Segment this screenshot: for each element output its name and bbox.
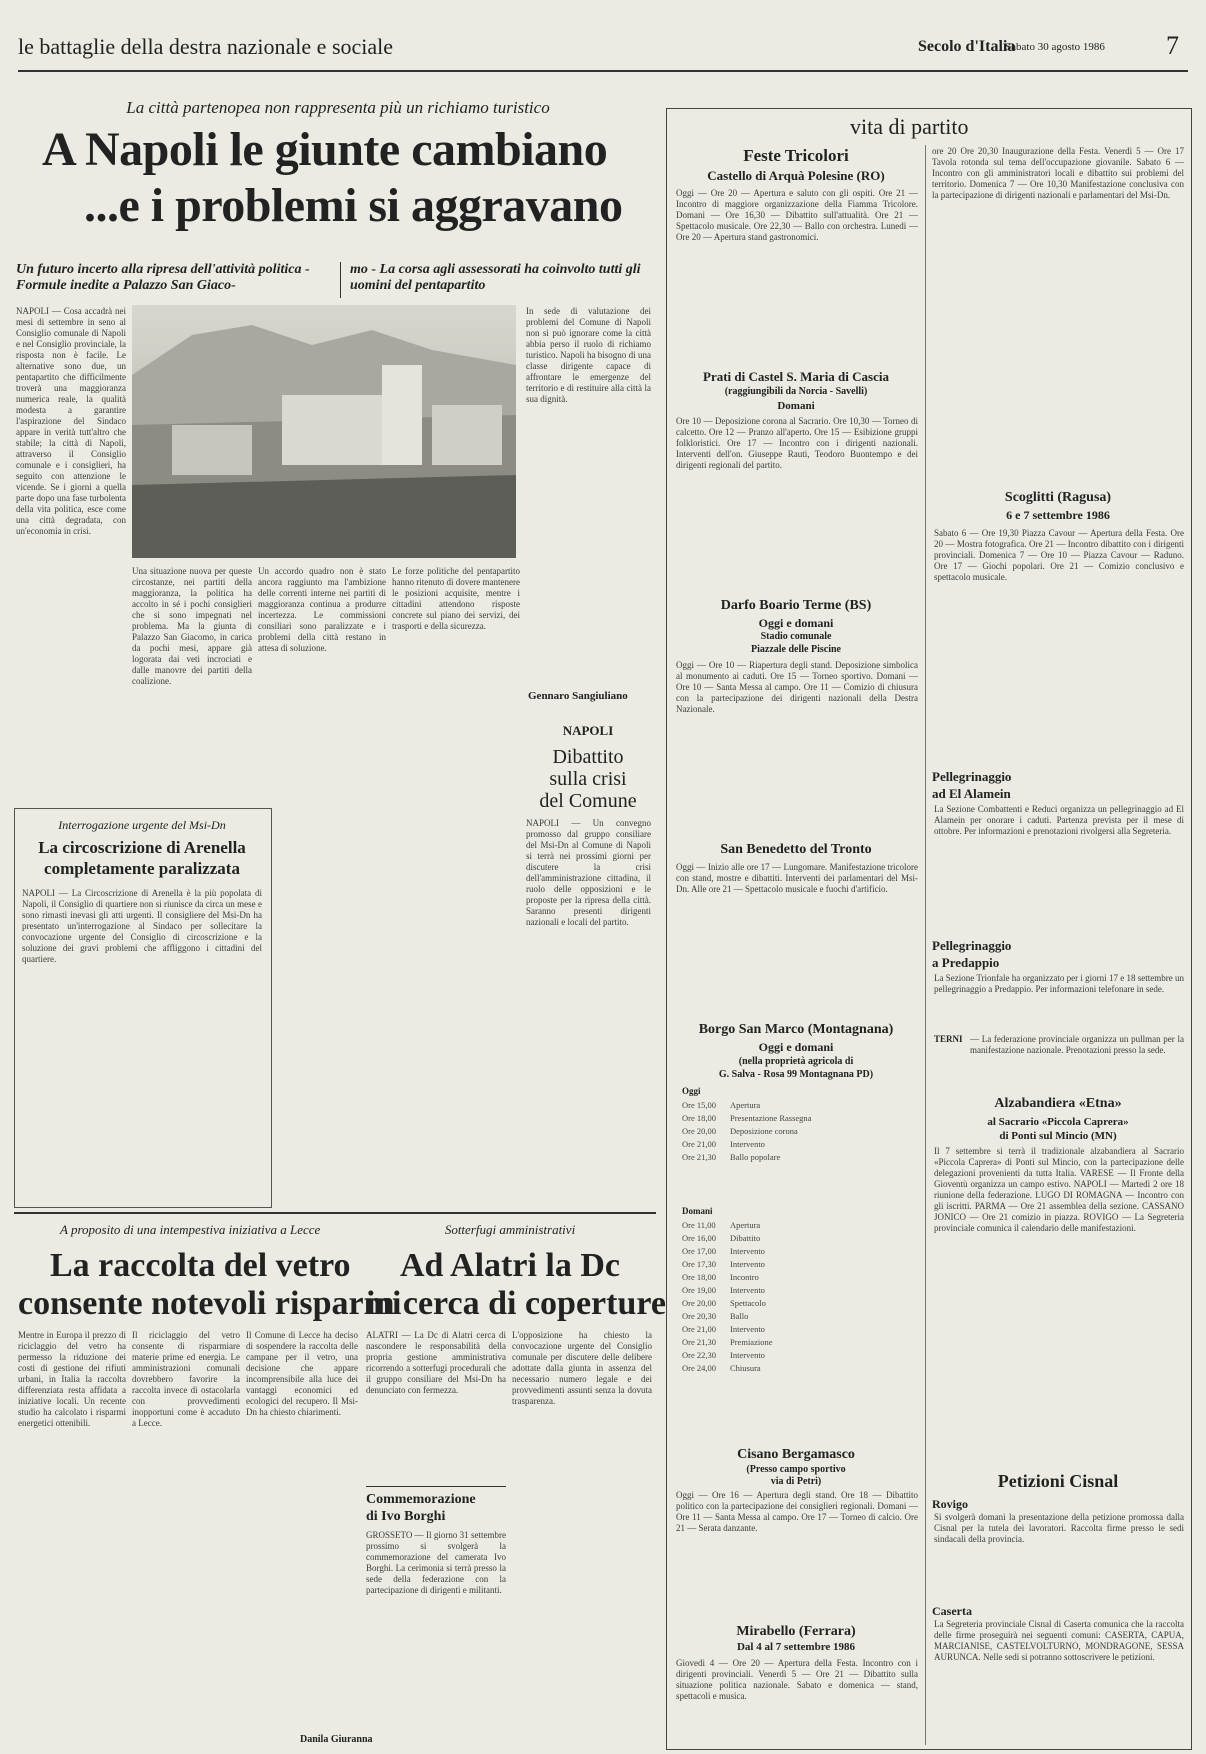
page-header-date: Sabato 30 agosto 1986 bbox=[1005, 41, 1105, 53]
schedule-time: Ore 18,00 bbox=[682, 1272, 716, 1282]
petizioni-title: Petizioni Cisnal bbox=[997, 1471, 1119, 1491]
vita-right-top: ore 20 Ore 20,30 Inaugurazione della Festa. Venerdì 5 — Ore 17 Tavola rotonda sul tema dell'occupazione giovanile. Sabato 6 — Incontro con gli amministratori locali e dibattito sui problemi del territorio. Domenica 7 — Ore 10,30 Manifestazione conclusiva con la partecipazione di dirigenti nazionali e parlamentari del Msi-Dn. bbox=[932, 146, 1184, 200]
commemorazione-rule bbox=[366, 1486, 506, 1487]
dibattito-title-2: sulla crisi bbox=[549, 768, 627, 790]
terni-body: — La federazione provinciale organizza un pullman per la manifestazione nazionale. Prenotazioni presso la sede. bbox=[970, 1034, 1184, 1055]
schedule-item: Apertura bbox=[730, 1220, 761, 1230]
alatri-title-1: Ad Alatri la Dc bbox=[399, 1247, 621, 1284]
commemorazione-title-1: Commemorazione bbox=[366, 1492, 476, 1507]
commemorazione-body: GROSSETO — Il giorno 31 settembre prossimo si svolgerà la commemorazione del camerata Ivo Borghi. La cerimonia si terrà presso la sede della federazione con la partecipazione di dirigenti e militanti. bbox=[366, 1530, 506, 1595]
arenella-title-1: La circoscrizione di Arenella bbox=[38, 838, 246, 857]
darfo-body: Oggi — Ore 10 — Riapertura degli stand. Deposizione simbolica al monumento ai caduti. Ore 15 — Torneo sportivo. Domani — Ore 10 — Santa Messa al campo. Ore 11 — Comizio di chiusura con la partecipazione dei dirigenti nazionali della Destra Nazionale. bbox=[676, 660, 918, 714]
alzabandiera-title-2: al Sacrario «Piccola Caprera» bbox=[987, 1116, 1129, 1128]
commemorazione-signature: Danila Giuranna bbox=[300, 1734, 373, 1745]
scoglitti-body: Sabato 6 — Ore 19,30 Piazza Cavour — Apertura della Festa. Ore 20 — Mostra fotografica. Ore 21 — Incontro dibattito con i dirigenti provinciali. Domenica 7 — Ore 10 — Piazza Cavour — Raduno. Ore 17 — Giochi popolari. Ore 21 — Comizio conclusivo e spettacolo musicale. bbox=[934, 528, 1184, 582]
alzabandiera-body: Il 7 settembre si terrà il tradizionale alzabandiera al Sacrario «Piccola Caprera» di Ponti sul Mincio, con la partecipazione delle delegazioni provenienti da tutta Italia. VARESE — Il Fronte della Gioventù organizza un campo estivo. NAPOLI — Martedì 2 ore 18 riunione della federazione. LUGO DI ROMAGNA — Incontro con gli iscritti. PARMA — Ore 21 assemblea della sezione. CASSANO JONICO — Ore 21 comizio in piazza. ROVIGO — La Segreteria provinciale comunica il calendario delle manifestazioni. bbox=[934, 1146, 1184, 1233]
dibattito-title-3: del Comune bbox=[539, 790, 637, 812]
prati-title-1: Prati di Castel S. Maria di Cascia bbox=[703, 369, 889, 384]
schedule-item: Intervento bbox=[730, 1259, 765, 1269]
arqua-body: Oggi — Ore 20 — Apertura e saluto con gli ospiti. Ore 21 — Incontro di maggiore organizzazione della Fiamma Tricolore. Domani — Ore 16,30 — Dibattito sull'attualità. Ore 21 — Spettacolo musicale. Ore 22,30 — Ballo con orchestra. Lunedì — Ore 20 — Apertura stand gastronomici. bbox=[676, 188, 918, 242]
napoli-kicker: La città partenopea non rappresenta più un richiamo turistico bbox=[126, 98, 550, 117]
feste-title: Feste Tricolori bbox=[743, 146, 849, 165]
dibattito-title-1: Dibattito bbox=[552, 746, 624, 768]
cisano-title-3: via di Petri) bbox=[770, 1476, 822, 1487]
arenella-kicker: Interrogazione urgente del Msi-Dn bbox=[58, 818, 226, 832]
alzabandiera-title-1: Alzabandiera «Etna» bbox=[994, 1096, 1122, 1111]
schedule-time: Ore 17,00 bbox=[682, 1246, 716, 1256]
pell1-title-2: ad El Alamein bbox=[932, 786, 1011, 801]
header-rule bbox=[18, 70, 1188, 72]
napoli-body-col-3: Un accordo quadro non è stato ancora raggiunto ma l'ambizione delle correnti interne nei partiti di maggioranza continua a produrre incertezza. Le commissioni consiliari sono paralizzate e i problemi della città restano in attesa di soluzione. bbox=[258, 566, 386, 653]
dibattito-label: NAPOLI bbox=[562, 723, 614, 738]
schedule-time: Ore 22,30 bbox=[682, 1350, 716, 1360]
schedule-item: Ballo bbox=[730, 1311, 749, 1321]
arenella-body: NAPOLI — La Circoscrizione di Arenella è la più popolata di Napoli, il Consiglio di quartiere non si riunisce da circa un mese e sono rimasti inevasi gli atti urgenti. Il consigliere del Msi-Dn ha presentato un'interrogazione al Sindaco per sollecitare la convocazione urgente del Consiglio di circoscrizione e la soluzione dei gravi problemi che affliggono i cittadini del quartiere. bbox=[22, 888, 262, 964]
commemorazione-title-2: di Ivo Borghi bbox=[366, 1509, 446, 1524]
scoglitti-title-2: 6 e 7 settembre 1986 bbox=[1006, 508, 1110, 522]
schedule-time: Ore 21,00 bbox=[682, 1324, 716, 1334]
rovigo-title: Rovigo bbox=[932, 1497, 968, 1511]
lower-section-rule bbox=[14, 1212, 656, 1214]
schedule-time: Ore 19,00 bbox=[682, 1285, 716, 1295]
schedule-time: Ore 20,30 bbox=[682, 1311, 716, 1321]
schedule-time: Ore 21,30 bbox=[682, 1152, 716, 1162]
darfo-title-1: Darfo Boario Terme (BS) bbox=[720, 598, 872, 613]
schedule-item: Spettacolo bbox=[730, 1298, 766, 1308]
schedule-item: Intervento bbox=[730, 1285, 765, 1295]
napoli-photo bbox=[132, 305, 516, 558]
scoglitti-title-1: Scoglitti (Ragusa) bbox=[1004, 490, 1112, 505]
vetro-title-1: La raccolta del vetro bbox=[50, 1247, 351, 1284]
cisano-title-2: (Presso campo sportivo bbox=[746, 1464, 846, 1475]
darfo-title-3: Stadio comunale bbox=[760, 631, 832, 642]
vetro-kicker: A proposito di una intempestiva iniziativa a Lecce bbox=[60, 1222, 321, 1237]
napoli-headline-2: ...e i problemi si aggravano bbox=[84, 179, 623, 232]
alatri-title-2: in cerca di coperture bbox=[366, 1285, 666, 1322]
schedule-day-2: Domani bbox=[682, 1206, 713, 1216]
arenella-title-2: completamente paralizzata bbox=[44, 859, 240, 878]
schedule-time: Ore 20,00 bbox=[682, 1298, 716, 1308]
napoli-body-col-5: In sede di valutazione dei problemi del Comune di Napoli non si può ignorare come la città abbia perso il ruolo di richiamo turistico. Napoli ha bisogno di una classe dirigente capace di affrontare le emergenze del territorio e di restituire alla città la sua dignità. bbox=[526, 306, 651, 404]
arqua-title: Castello di Arquà Polesine (RO) bbox=[707, 168, 885, 183]
vetro-title-2: consente notevoli risparmi bbox=[18, 1285, 402, 1322]
schedule-item: Incontro bbox=[730, 1272, 759, 1282]
vetro-body-1: Mentre in Europa il prezzo di riciclaggio del vetro ha permesso la riduzione dei costi di gestione dei rifiuti urbani, in Italia la raccolta differenziata resta affidata a iniziative locali. Un recente studio ha calcolato i risparmi energetici ottenibili. bbox=[18, 1330, 126, 1428]
prati-title-3: Domani bbox=[777, 400, 815, 412]
borgo-title-1: Borgo San Marco (Montagnana) bbox=[698, 1022, 894, 1037]
darfo-title-2: Oggi e domani bbox=[758, 616, 834, 630]
prati-title-2: (raggiungibili da Norcia - Savelli) bbox=[724, 386, 868, 397]
pell2-body: La Sezione Trionfale ha organizzato per i giorni 17 e 18 settembre un pellegrinaggio a Predappio. Per informazioni telefonare in sede. bbox=[934, 973, 1184, 994]
caserta-title: Caserta bbox=[932, 1604, 972, 1618]
napoli-signature: Gennaro Sangiuliano bbox=[528, 690, 628, 702]
alatri-body-2: L'opposizione ha chiesto la convocazione urgente del Consiglio comunale per discutere delle delibere adottate dalla giunta in assenza del necessario numero legale e dei provvedimenti assunti senza la dovuta trasparenza. bbox=[512, 1330, 652, 1406]
schedule-item: Deposizione corona bbox=[730, 1126, 798, 1136]
page-header-paper: Secolo d'Italia bbox=[918, 38, 1016, 55]
schedule-item: Presentazione Rassegna bbox=[730, 1113, 812, 1123]
vetro-body-3: Il Comune di Lecce ha deciso di sospendere la raccolta delle campane per il vetro, una decisione che appare incomprensibile alla luce dei vantaggi economici ed ecologici del recupero. Il Msi-Dn ha chiesto chiarimenti. bbox=[246, 1330, 358, 1417]
napoli-body-col-4: Le forze politiche del pentapartito hanno ritenuto di dovere mantenere le posizioni acquisite, mentre i cittadini attendono risposte concrete sul piano dei servizi, dei trasporti e della sicurezza. bbox=[392, 566, 520, 631]
schedule-item: Apertura bbox=[730, 1100, 761, 1110]
napoli-subhead-right: mo - La corsa agli assessorati ha coinvolto tutti gli uomini del pentapartito bbox=[350, 262, 641, 293]
vetro-body-2: Il riciclaggio del vetro consente di risparmiare materie prime ed energia. Le amministrazioni comunali dovrebbero favorire la raccolta invece di ostacolarla con provvedimenti inopportuni come è accaduto a Lecce. bbox=[132, 1330, 240, 1428]
cisano-title-1: Cisano Bergamasco bbox=[737, 1447, 855, 1462]
schedule-item: Dibattito bbox=[730, 1233, 761, 1243]
schedule-time: Ore 21,30 bbox=[682, 1337, 716, 1347]
napoli-headline-1: A Napoli le giunte cambiano bbox=[42, 123, 608, 176]
alatri-body-1: ALATRI — La Dc di Alatri cerca di nascondere le responsabilità della propria gestione amministrativa ricorrendo a sotterfugi procedurali che il gruppo consiliare del Msi-Dn ha denunciato con fermezza. bbox=[366, 1330, 506, 1395]
schedule-time: Ore 17,30 bbox=[682, 1259, 716, 1269]
darfo-title-4: Piazzale delle Piscine bbox=[751, 644, 841, 655]
cisano-body: Oggi — Ore 16 — Apertura degli stand. Ore 18 — Dibattito politico con la partecipazione dei consiglieri regionali. Domani — Ore 11 — Santa Messa al campo. Ore 17 — Torneo di calcio. Ore 21 — Serata danzante. bbox=[676, 1490, 918, 1533]
schedule-item: Premiazione bbox=[730, 1337, 773, 1347]
schedule-item: Chiusura bbox=[730, 1363, 761, 1373]
subhead-divider bbox=[340, 262, 341, 298]
pell1-title-1: Pellegrinaggio bbox=[932, 769, 1012, 784]
schedule-item: Intervento bbox=[730, 1246, 765, 1256]
pell1-body: La Sezione Combattenti e Reduci organizza un pellegrinaggio ad El Alamein per onorare i caduti. Partenza prevista per il mese di ottobre. Per informazioni e prenotazioni rivolgersi alla Segreteria. bbox=[934, 804, 1184, 836]
pell2-title-1: Pellegrinaggio bbox=[932, 938, 1012, 953]
napoli-body-col-1: NAPOLI — Cosa accadrà nei mesi di settembre in seno al Consiglio comunale di Napoli e nel Consiglio provinciale, la risposta non è facile. Le alternative sono due, un pentapartito che difficilmente troverà una maggioranza numerica reale, la qualità modesta a garantire l'aspirazione del Sindaco appare in verità tutt'altro che stabile; la città di Napoli, attraverso il Consiglio comunale e i consiglieri, ha seguito con attenzione le vicende. Se i giorni a quella parte dopo una fase turbolenta della vita politica, esce come una città degradata, con un'economia in crisi. bbox=[16, 306, 126, 536]
pell2-title-2: a Predappio bbox=[932, 955, 1000, 970]
borgo-title-2: Oggi e domani bbox=[758, 1040, 834, 1054]
vita-header: vita di partito bbox=[850, 114, 969, 139]
alzabandiera-title-3: di Ponti sul Mincio (MN) bbox=[999, 1130, 1117, 1142]
schedule-time: Ore 21,00 bbox=[682, 1139, 716, 1149]
schedule-item: Intervento bbox=[730, 1350, 765, 1360]
alatri-kicker: Sotterfugi amministrativi bbox=[444, 1222, 576, 1237]
schedule-day-1: Oggi bbox=[682, 1086, 701, 1096]
napoli-subhead-left: Un futuro incerto alla ripresa dell'attività politica - Formule inedite a Palazzo San Giaco- bbox=[16, 262, 310, 293]
schedule-time: Ore 24,00 bbox=[682, 1363, 716, 1373]
page-number: 7 bbox=[1166, 31, 1179, 60]
caserta-body: La Segreteria provinciale Cisnal di Caserta comunica che la raccolta delle firme proseguirà nei seguenti comuni: CASERTA, CAPUA, MARCIANISE, CASTELVOLTURNO, MONDRAGONE, SESSA AURUNCA. Nelle sedi si potranno sottoscrivere le petizioni. bbox=[934, 1619, 1184, 1662]
mirabello-title-1: Mirabello (Ferrara) bbox=[736, 1624, 856, 1639]
schedule-time: Ore 20,00 bbox=[682, 1126, 716, 1136]
sanbenedetto-title: San Benedetto del Tronto bbox=[720, 842, 872, 857]
schedule-item: Ballo popolare bbox=[730, 1152, 781, 1162]
prati-body: Ore 10 — Deposizione corona al Sacrario. Ore 10,30 — Torneo di calcetto. Ore 12 — Pranzo all'aperto. Ore 15 — Esibizione gruppi folkloristici. Ore 17 — Incontro con i dirigenti nazionali. Interventi dell'on. Giuseppe Rauti, Teodoro Buontempo e dei dirigenti regionali del partito. bbox=[676, 416, 918, 470]
schedule-item: Intervento bbox=[730, 1324, 765, 1334]
page-header-section: le battaglie della destra nazionale e sociale bbox=[18, 34, 394, 59]
borgo-title-3: (nella proprietà agricola di bbox=[738, 1056, 854, 1067]
terni-label: TERNI bbox=[934, 1034, 963, 1044]
borgo-title-4: G. Salva - Rosa 99 Montagnana PD) bbox=[718, 1069, 874, 1080]
mirabello-title-2: Dal 4 al 7 settembre 1986 bbox=[736, 1641, 856, 1653]
sanbenedetto-body: Oggi — Inizio alle ore 17 — Lungomare. Manifestazione tricolore con stand, mostre e dibattiti. Interventi dei parlamentari del Msi-Dn. Alle ore 21 — Spettacolo musicale e fuochi d'artificio. bbox=[676, 862, 918, 894]
rovigo-body: Si svolgerà domani la presentazione della petizione promossa dalla Cisnal per la tutela dei lavoratori. Raccolta firme presso le sedi sindacali della provincia. bbox=[934, 1512, 1184, 1544]
schedule-time: Ore 18,00 bbox=[682, 1113, 716, 1123]
schedule-time: Ore 16,00 bbox=[682, 1233, 716, 1243]
schedule-item: Intervento bbox=[730, 1139, 765, 1149]
mirabello-body: Giovedì 4 — Ore 20 — Apertura della Festa. Incontro con i dirigenti provinciali. Venerdì 5 — Ore 21 — Dibattito sulla situazione politica nazionale. Sabato e domenica — stand, spettacoli e musica. bbox=[676, 1658, 918, 1701]
schedule-time: Ore 11,00 bbox=[682, 1220, 716, 1230]
vita-column-divider bbox=[925, 145, 926, 1745]
napoli-body-col-2: Una situazione nuova per queste circostanze, nei partiti della maggioranza, la politica ha accolto in sé i pochi consiglieri che si sono impegnati nel problema. Ma la giunta di Palazzo San Giacomo, in carica da pochi mesi, appare già logorata dai veti incrociati e dalle manovre dei partiti della coalizione. bbox=[132, 566, 252, 686]
schedule-time: Ore 15,00 bbox=[682, 1100, 716, 1110]
dibattito-body: NAPOLI — Un convegno promosso dal gruppo consiliare del Msi-Dn al Comune di Napoli si terrà nei prossimi giorni per discutere la crisi dell'amministrazione cittadina, il ruolo delle opposizioni e le proposte per la ripresa della città. Saranno presenti dirigenti nazionali e locali del partito. bbox=[526, 818, 651, 927]
